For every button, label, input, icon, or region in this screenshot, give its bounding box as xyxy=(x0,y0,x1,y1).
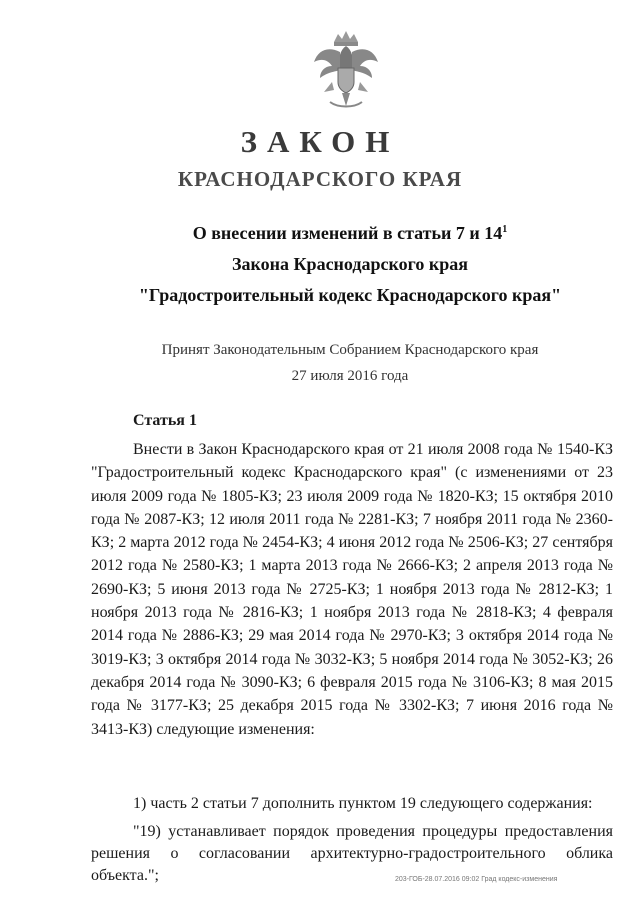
krasnodar-coat-of-arms-icon xyxy=(310,28,382,112)
region-title: КРАСНОДАРСКОГО КРАЯ xyxy=(177,167,463,191)
article-heading: Статья 1 xyxy=(133,412,197,429)
subject-line-3: "Градостроительный кодекс Краснодарского края" xyxy=(138,285,562,305)
subject-superscript: 1 xyxy=(502,224,508,235)
law-title: ЗАКОН xyxy=(240,124,400,159)
coat-of-arms-emblem xyxy=(310,28,382,112)
article-item-1: 1) часть 2 статьи 7 дополнить пунктом 19 следующего содержания: xyxy=(133,795,593,812)
subject-line-2: Закона Краснодарского края xyxy=(232,254,468,274)
subject-line-1 xyxy=(0,223,640,244)
article-paragraph-1: Внести в Закон Краснодарского края от 21 июля 2008 года № 1540-КЗ "Градостроительный кодекс Краснодарского края" (с изменениями от 23 июля 2009 года № 1805-КЗ; 23 июля 2009 года № 1820-КЗ; 15 октября 2010 года № 2087-КЗ; 12 июля 2011 года № 2281-КЗ; 7 ноября 2011 года № 2360-КЗ; 2 марта 2012 года № 2454-КЗ; 4 июня 2012 года № 2506-КЗ; 27 сентября 2012 года № 2580-КЗ; 1 марта 2013 года № 2666-КЗ; 2 апреля 2013 года № 2690-КЗ; 5 июня 2013 года № 2725-КЗ; 1 ноября 2013 года № 2812-КЗ; 1 ноября 2013 года № 2816-КЗ; 1 ноября 2013 года № 2818-КЗ; 4 февраля 2014 года № 2886-КЗ; 29 мая 2014 года № 2970-КЗ; 3 октября 2014 года № 3019-КЗ; 3 октября 2014 года № 3032-КЗ; 5 ноября 2014 года № 3052-КЗ; 26 декабря 2014 года № 3090-КЗ; 6 февраля 2015 года № 3106-КЗ; 8 мая 2015 года № 3177-КЗ; 25 декабря 2015 года № 3302-КЗ; 7 июня 2016 года № 3413-КЗ) следующие изменения: xyxy=(91,441,613,738)
adoption-line-1: Принят Законодательным Собранием Краснодарского края xyxy=(161,342,539,358)
article-quote: "19) устанавливает порядок проведения процедуры предоставления решения о согласовании архитектурно-градостроительного облика объекта."; xyxy=(91,823,613,884)
footer-document-code: 203-ГОБ-28.07.2016 09:02 Град кодекс-изменения xyxy=(395,876,558,883)
subject-line-1-text: О внесении изменений в статьи 7 и 14 xyxy=(192,223,503,243)
adoption-date: 27 июля 2016 года xyxy=(291,368,409,384)
